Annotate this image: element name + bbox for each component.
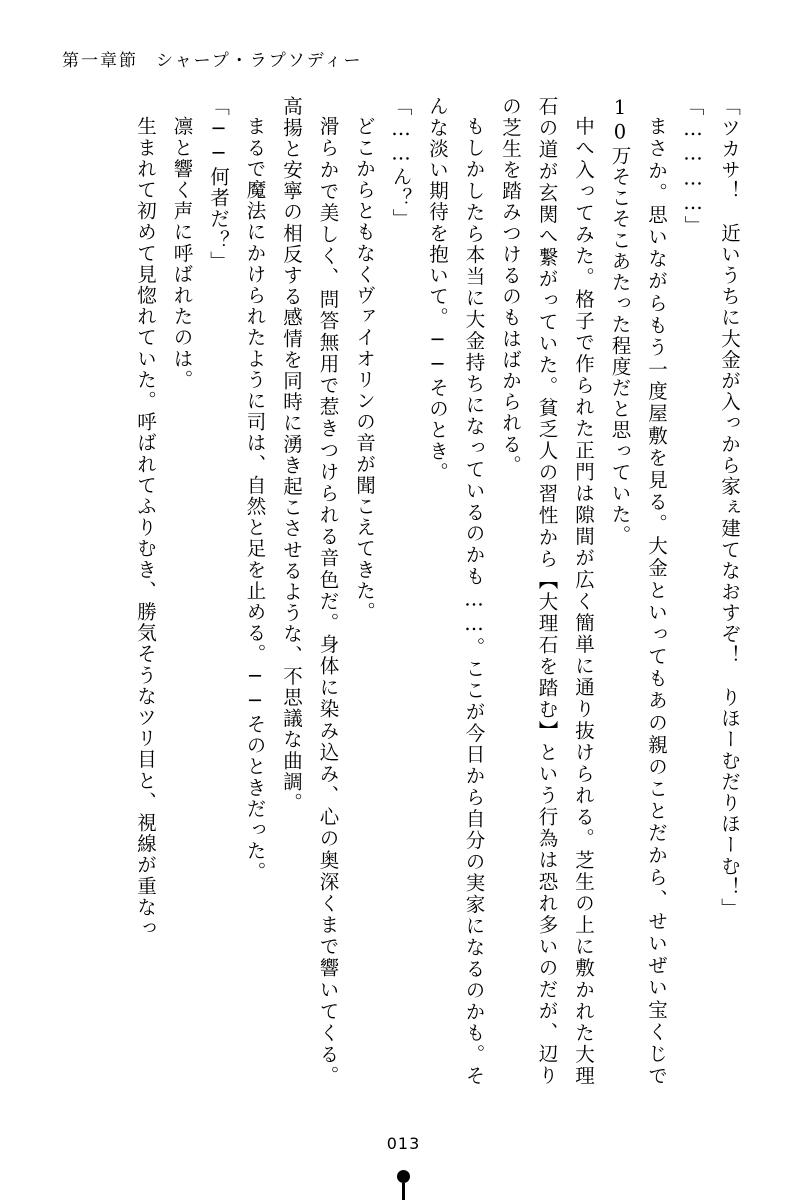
paragraph: 「ツカサ！ 近いうちに大金が入っから家ぇ建てなおすぞ！ りほーむだりほーむ！」	[718, 96, 741, 919]
chapter-title: シャープ・ラプソディー	[156, 51, 363, 71]
paragraph: 「……ん？」	[389, 96, 413, 230]
paragraph: もしかしたら本当に大金持ちになっているのかも……。ここが今日から自分の実家になるのかも。そんな淡い期待を抱いて。──そのとき。	[426, 96, 486, 1086]
paragraph: 「…………」	[681, 96, 705, 237]
paragraph: 「──何者だ？」	[207, 96, 230, 272]
paragraph: 中へ入ってみた。格子で作られた正門は隙間が広く簡単に通り抜けられる。芝生の上に敷かれた大理石の道が玄関へ繋がっていた。貧乏人の習性から【大理石を踏む】という行為は恐れ多いのだが、辺りの芝生を踏みつけるのもはばかられる。	[499, 96, 595, 1086]
paragraph: 凛と響く声に呼ばれたのは。	[170, 115, 194, 390]
folio-dot-icon	[397, 1170, 410, 1183]
page-number: 013	[386, 1134, 421, 1153]
paragraph: まさか。思いながらもう一度屋敷を見る。大金といってもあの親のことだから、せいぜい宝くじで10万そこそこあたった程度だと思っていた。	[608, 96, 668, 1086]
paragraph: 生まれて初めて見惚れていた。呼ばれてふりむき、勝気そうなツリ目と、視線が重なっ	[134, 115, 157, 939]
paragraph: まるで魔法にかけられたように司は、自然と足を止める。──そのときだった。	[243, 115, 267, 883]
paragraph: 滑らかで美しく、問答無用で惹きつけられる音色だ。身体に染み込み、心の奥深くまで響いてくる。高揚と安寧の相反する感情を同時に湧き起こさせるような、不思議な曲調。	[280, 96, 340, 1086]
folio-ornament-icon	[397, 1170, 411, 1200]
folio-stem-icon	[402, 1183, 405, 1200]
body-text	[57, 96, 747, 1086]
chapter-number: 第一章節	[62, 51, 138, 71]
running-header	[62, 46, 362, 71]
paragraph: どこからともなくヴァイオリンの音が聞こえてきた。	[353, 115, 376, 622]
